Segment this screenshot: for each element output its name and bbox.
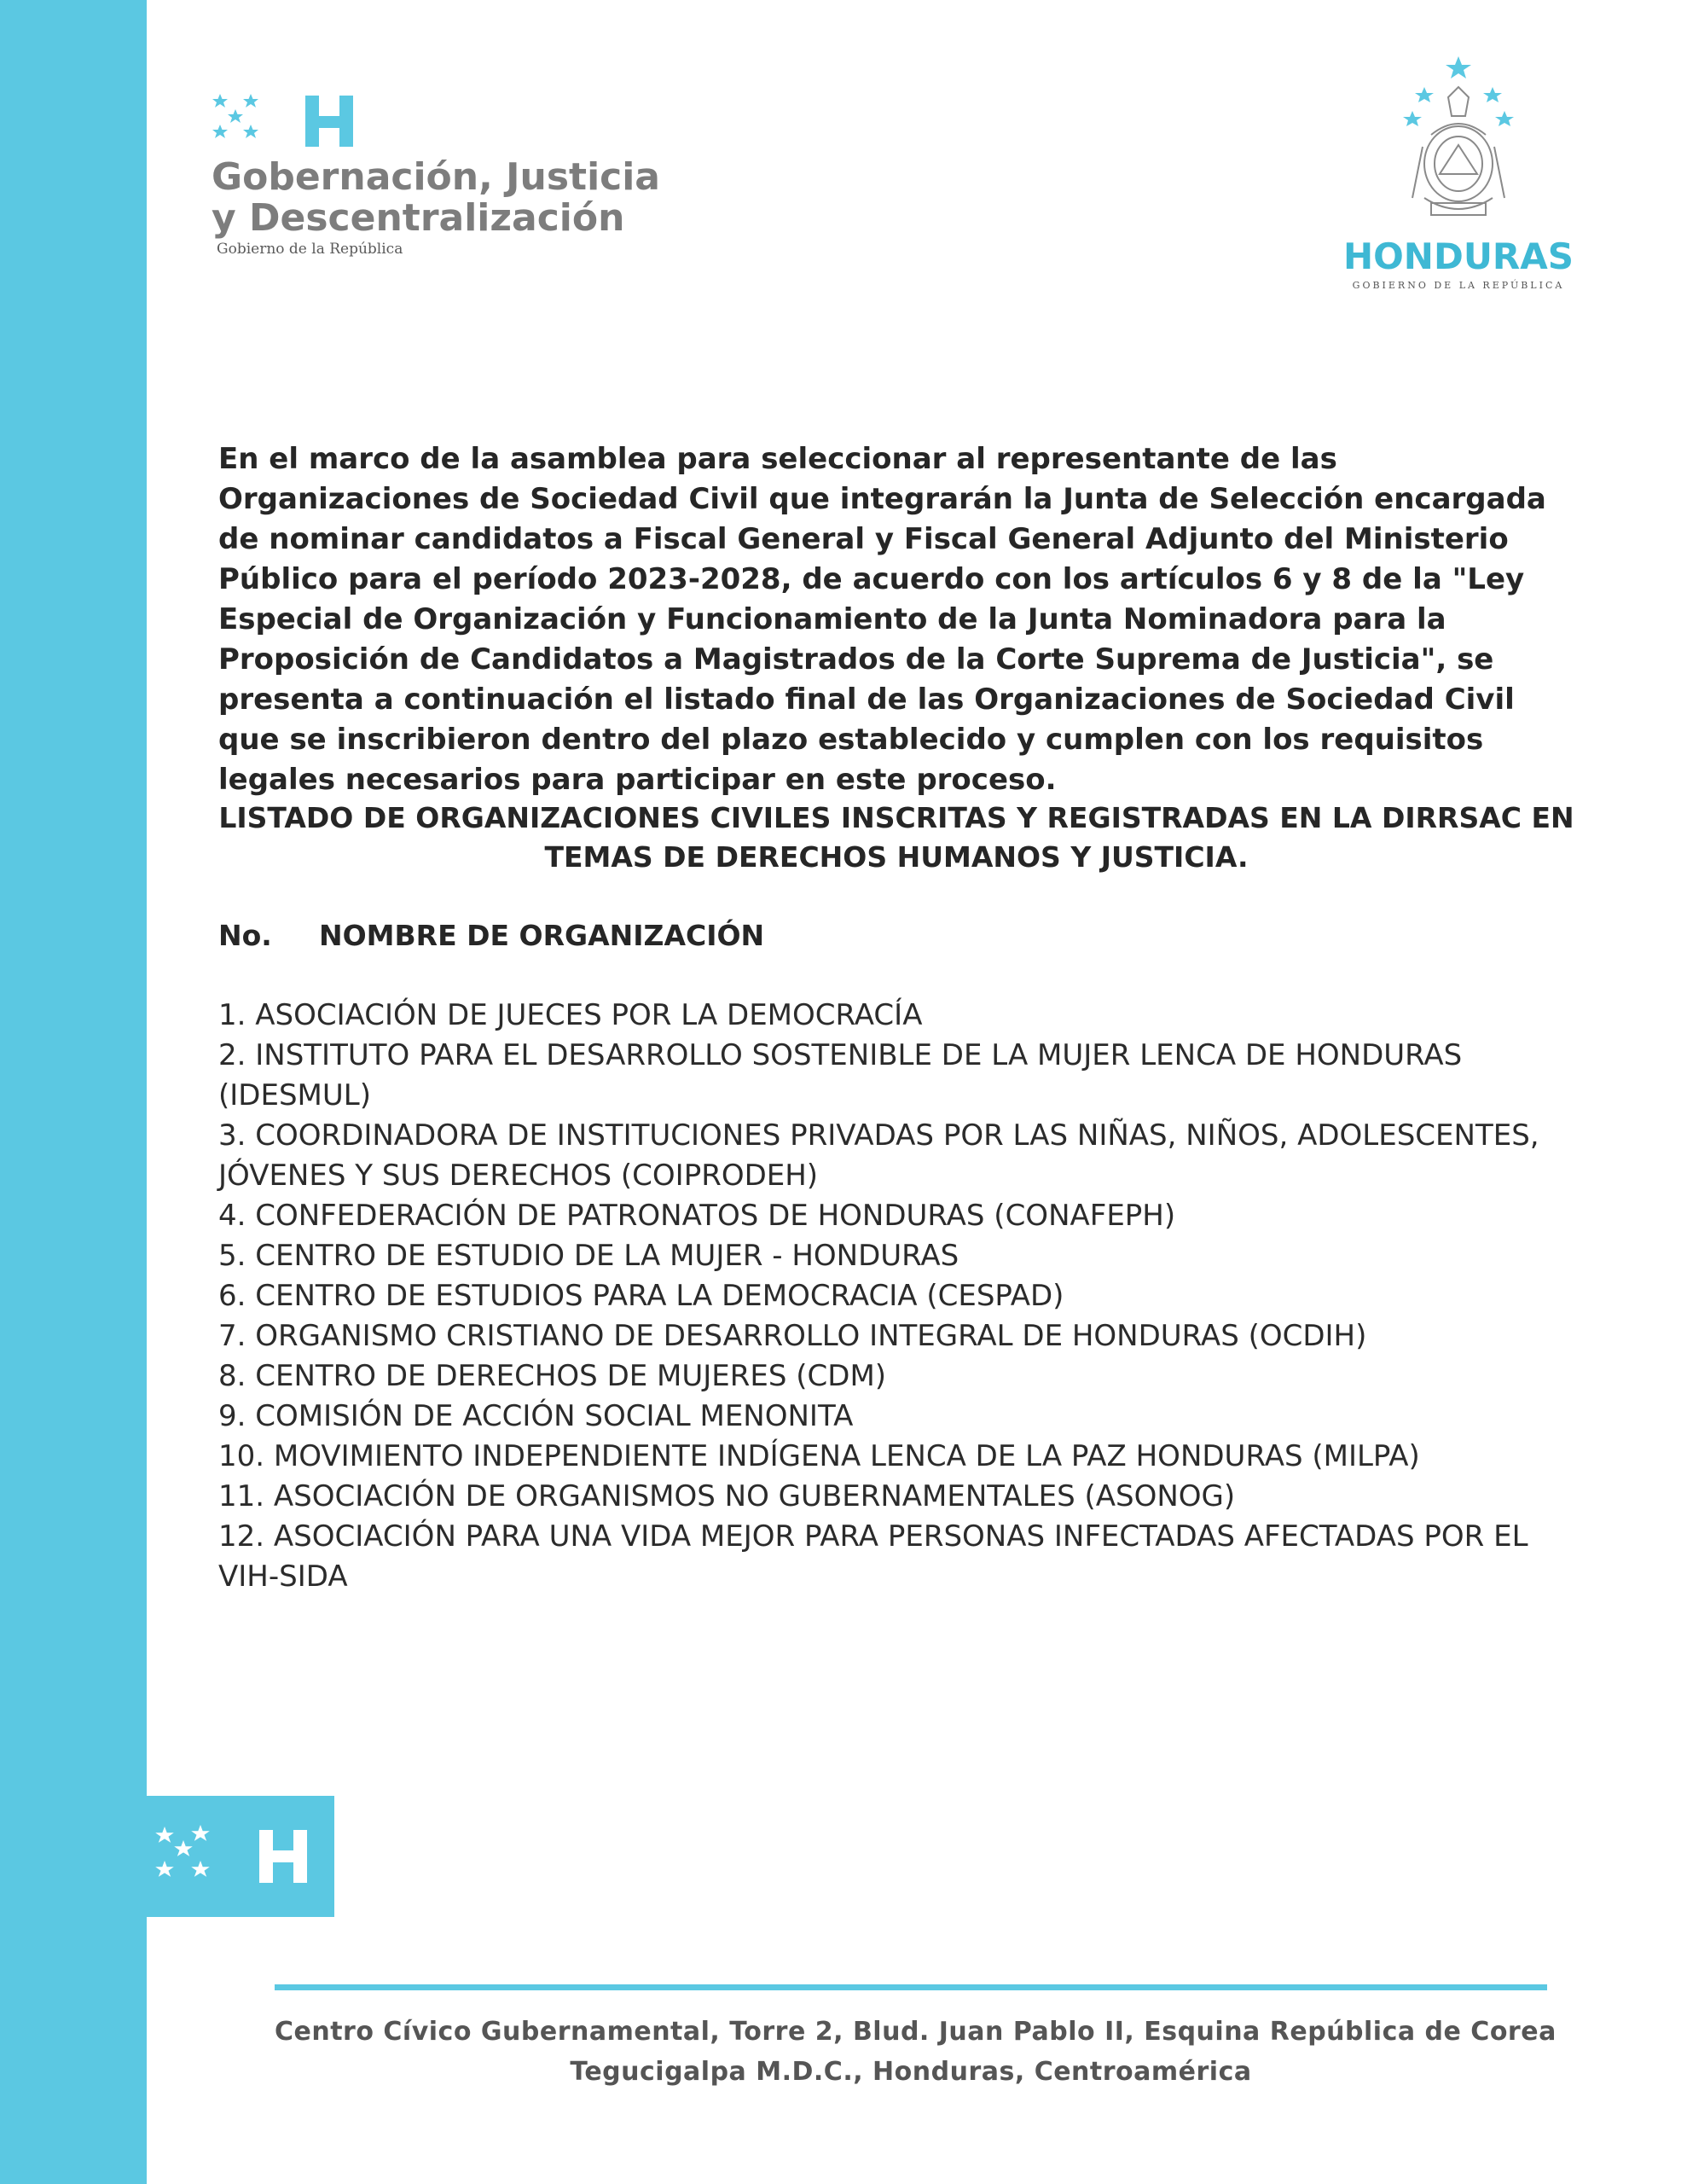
stars-h-logo-icon (212, 92, 357, 152)
footer-address (275, 2012, 1557, 2092)
bottom-left-emblem-box (147, 1796, 334, 1917)
ministry-name-line2: y Descentralización (212, 196, 625, 240)
intro-paragraph (218, 439, 1574, 800)
honduras-subtitle: GOBIERNO DE LA REPÚBLICA (1352, 280, 1565, 291)
column-header (218, 919, 764, 952)
list-title-line2: TEMAS DE DERECHOS HUMANOS Y JUSTICIA. (544, 840, 1249, 874)
footer-divider (275, 1984, 1547, 1990)
list-item: 3. COORDINADORA DE INSTITUCIONES PRIVADAS POR LAS NIÑAS, NIÑOS, ADOLESCENTES, JÓVENES Y SUS DERECHOS (COIPRODEH) (218, 1118, 1539, 1193)
list-title-line1: LISTADO DE ORGANIZACIONES CIVILES INSCRITAS Y REGISTRADAS EN LA DIRRSAC EN (218, 801, 1574, 834)
list-item: 12. ASOCIACIÓN PARA UNA VIDA MEJOR PARA PERSONAS INFECTADAS AFECTADAS POR EL VIH-SIDA (218, 1519, 1528, 1594)
ministry-name (212, 157, 660, 239)
list-item: 4. CONFEDERACIÓN DE PATRONATOS DE HONDURAS (CONAFEPH) (218, 1199, 1176, 1233)
list-item: 7. ORGANISMO CRISTIANO DE DESARROLLO INTEGRAL DE HONDURAS (OCDIH) (218, 1319, 1367, 1353)
honduras-crest-logo (1330, 53, 1586, 300)
list-item: 5. CENTRO DE ESTUDIO DE LA MUJER - HONDURAS (218, 1239, 959, 1273)
left-accent-bar (0, 0, 147, 2184)
column-header-no: No. (218, 919, 272, 952)
list-item: 1. ASOCIACIÓN DE JUECES POR LA DEMOCRACÍA (218, 998, 923, 1032)
list-item: 10. MOVIMIENTO INDEPENDIENTE INDÍGENA LENCA DE LA PAZ HONDURAS (MILPA) (218, 1439, 1420, 1473)
list-item: 2. INSTITUTO PARA EL DESARROLLO SOSTENIBLE DE LA MUJER LENCA DE HONDURAS (IDESMUL) (218, 1038, 1463, 1112)
ministry-logo (212, 92, 689, 263)
stars-h-emblem-icon (147, 1796, 334, 1917)
footer-address-line2: Tegucigalpa M.D.C., Honduras, Centroamérica (570, 2057, 1252, 2087)
list-item: 6. CENTRO DE ESTUDIOS PARA LA DEMOCRACIA (CESPAD) (218, 1279, 1064, 1313)
column-header-name: NOMBRE DE ORGANIZACIÓN (319, 919, 765, 952)
ministry-name-line1: Gobernación, Justicia (212, 155, 661, 199)
list-title (218, 799, 1574, 877)
honduras-wordmark: HONDURAS (1342, 235, 1574, 277)
list-item: 8. CENTRO DE DERECHOS DE MUJERES (CDM) (218, 1359, 887, 1393)
intro-text: En el marco de la asamblea para seleccionar al representante de las Organizaciones de Sociedad Civil que integrarán la Junta de Selección encargada de nominar candidatos a Fiscal General y Fiscal General Adjunto del Ministerio Público para el período 2023-2028, de acuerdo con los artículos 6 y 8 de la "Ley Especial de Organización y Funcionamiento de la Junta Nominadora para la Proposición de Candidatos a Magistrados de la Corte Suprema de Justicia", se presenta a continuación el listado final de las Organizaciones de Sociedad Civil que se inscribieron dentro del plazo establecido y cumplen con los requisitos legales necesarios para participar en este proceso. (218, 442, 1546, 797)
ministry-subtitle: Gobierno de la República (217, 241, 403, 258)
list-item: 9. COMISIÓN DE ACCIÓN SOCIAL MENONITA (218, 1399, 854, 1433)
organization-list (218, 996, 1583, 1597)
coat-of-arms-emblem-icon (1330, 53, 1586, 232)
list-item: 11. ASOCIACIÓN DE ORGANISMOS NO GUBERNAMENTALES (ASONOG) (218, 1479, 1236, 1513)
footer-address-line1: Centro Cívico Gubernamental, Torre 2, Blud. Juan Pablo II, Esquina República de Corea (275, 2017, 1557, 2047)
